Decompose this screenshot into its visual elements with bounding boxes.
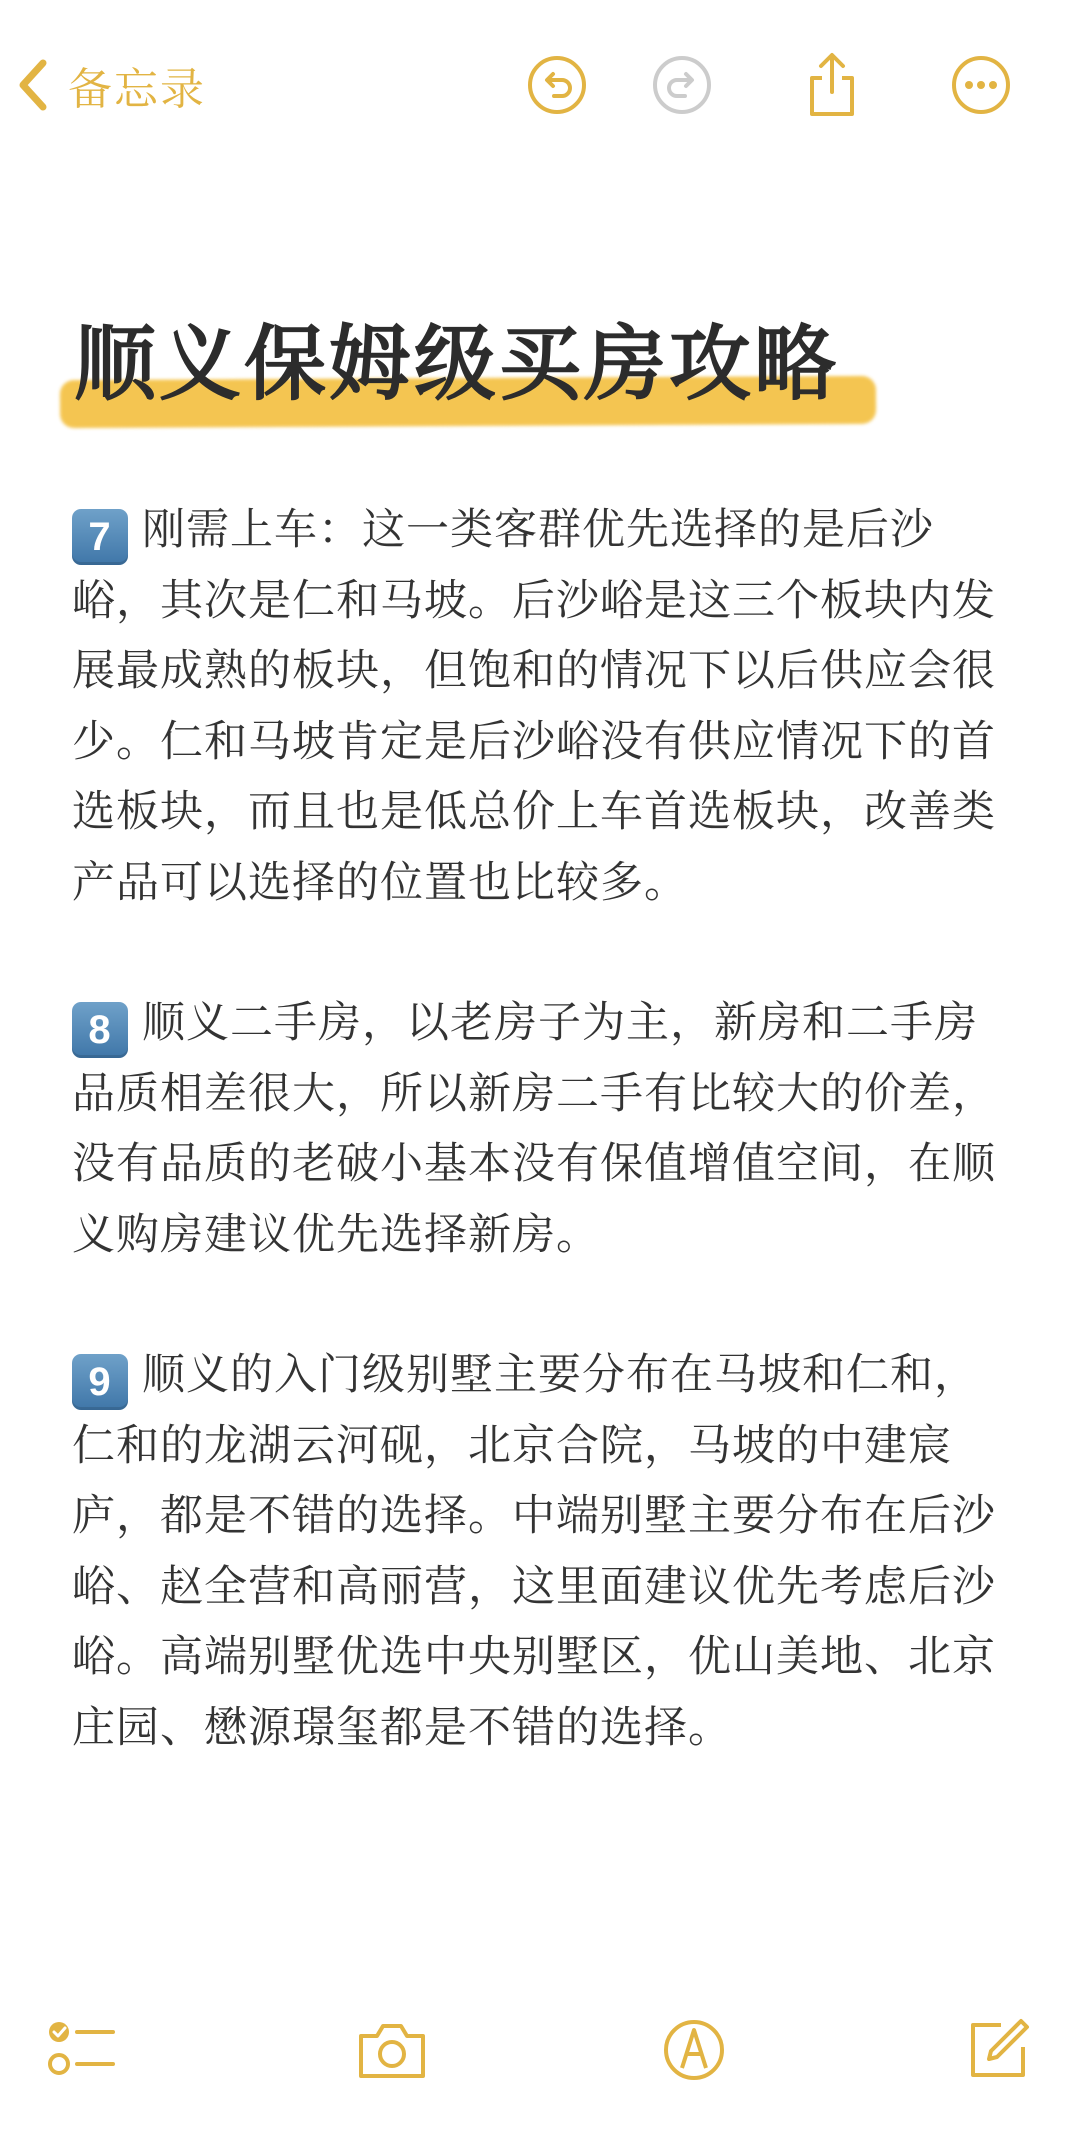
checklist-icon[interactable] bbox=[42, 2010, 122, 2090]
navigation-bar bbox=[0, 0, 1080, 170]
paragraph-8 bbox=[72, 988, 1002, 1270]
keycap-9-icon: 9 bbox=[72, 1354, 128, 1410]
note-title-block bbox=[60, 310, 960, 440]
note-title[interactable]: 顺义保姆级买房攻略 bbox=[74, 317, 840, 412]
undo-icon[interactable] bbox=[522, 50, 592, 120]
camera-icon[interactable] bbox=[352, 2010, 432, 2090]
paragraph-text: 顺义二手房，以老房子为主，新房和二手房品质相差很大，所以新房二手有比较大的价差，没有品质的老破小基本没有保值增值空间，在顺义购房建议优先选择新房。 bbox=[72, 998, 996, 1260]
back-label: 备忘录 bbox=[68, 64, 206, 115]
markup-icon[interactable] bbox=[654, 2010, 734, 2090]
keycap-7-icon: 7 bbox=[72, 509, 128, 565]
more-icon[interactable] bbox=[946, 50, 1016, 120]
paragraph-9 bbox=[72, 1340, 1002, 1763]
share-icon[interactable] bbox=[797, 50, 867, 120]
paragraph-text: 刚需上车：这一类客群优先选择的是后沙峪，其次是仁和马坡。后沙峪是这三个板块内发展最成熟的板块，但饱和的情况下以后供应会很少。仁和马坡肯定是后沙峪没有供应情况下的首选板块，而且也是低总价上车首选板块，改善类产品可以选择的位置也比较多。 bbox=[72, 505, 996, 908]
keycap-8-icon: 8 bbox=[72, 1002, 128, 1058]
back-button[interactable] bbox=[18, 50, 206, 120]
paragraph-text: 顺义的入门级别墅主要分布在马坡和仁和，仁和的龙湖云河砚，北京合院，马坡的中建宸庐，都是不错的选择。中端别墅主要分布在后沙峪、赵全营和高丽营，这里面建议优先考虑后沙峪。高端别墅优选中央别墅区，优山美地、北京庄园、懋源璟玺都是不错的选择。 bbox=[72, 1350, 996, 1753]
bottom-toolbar bbox=[0, 1990, 1080, 2135]
chevron-left-icon bbox=[18, 59, 48, 111]
redo-icon[interactable] bbox=[647, 50, 717, 120]
paragraph-7 bbox=[72, 495, 1002, 918]
note-body[interactable] bbox=[72, 495, 1002, 1833]
compose-icon[interactable] bbox=[958, 2010, 1038, 2090]
